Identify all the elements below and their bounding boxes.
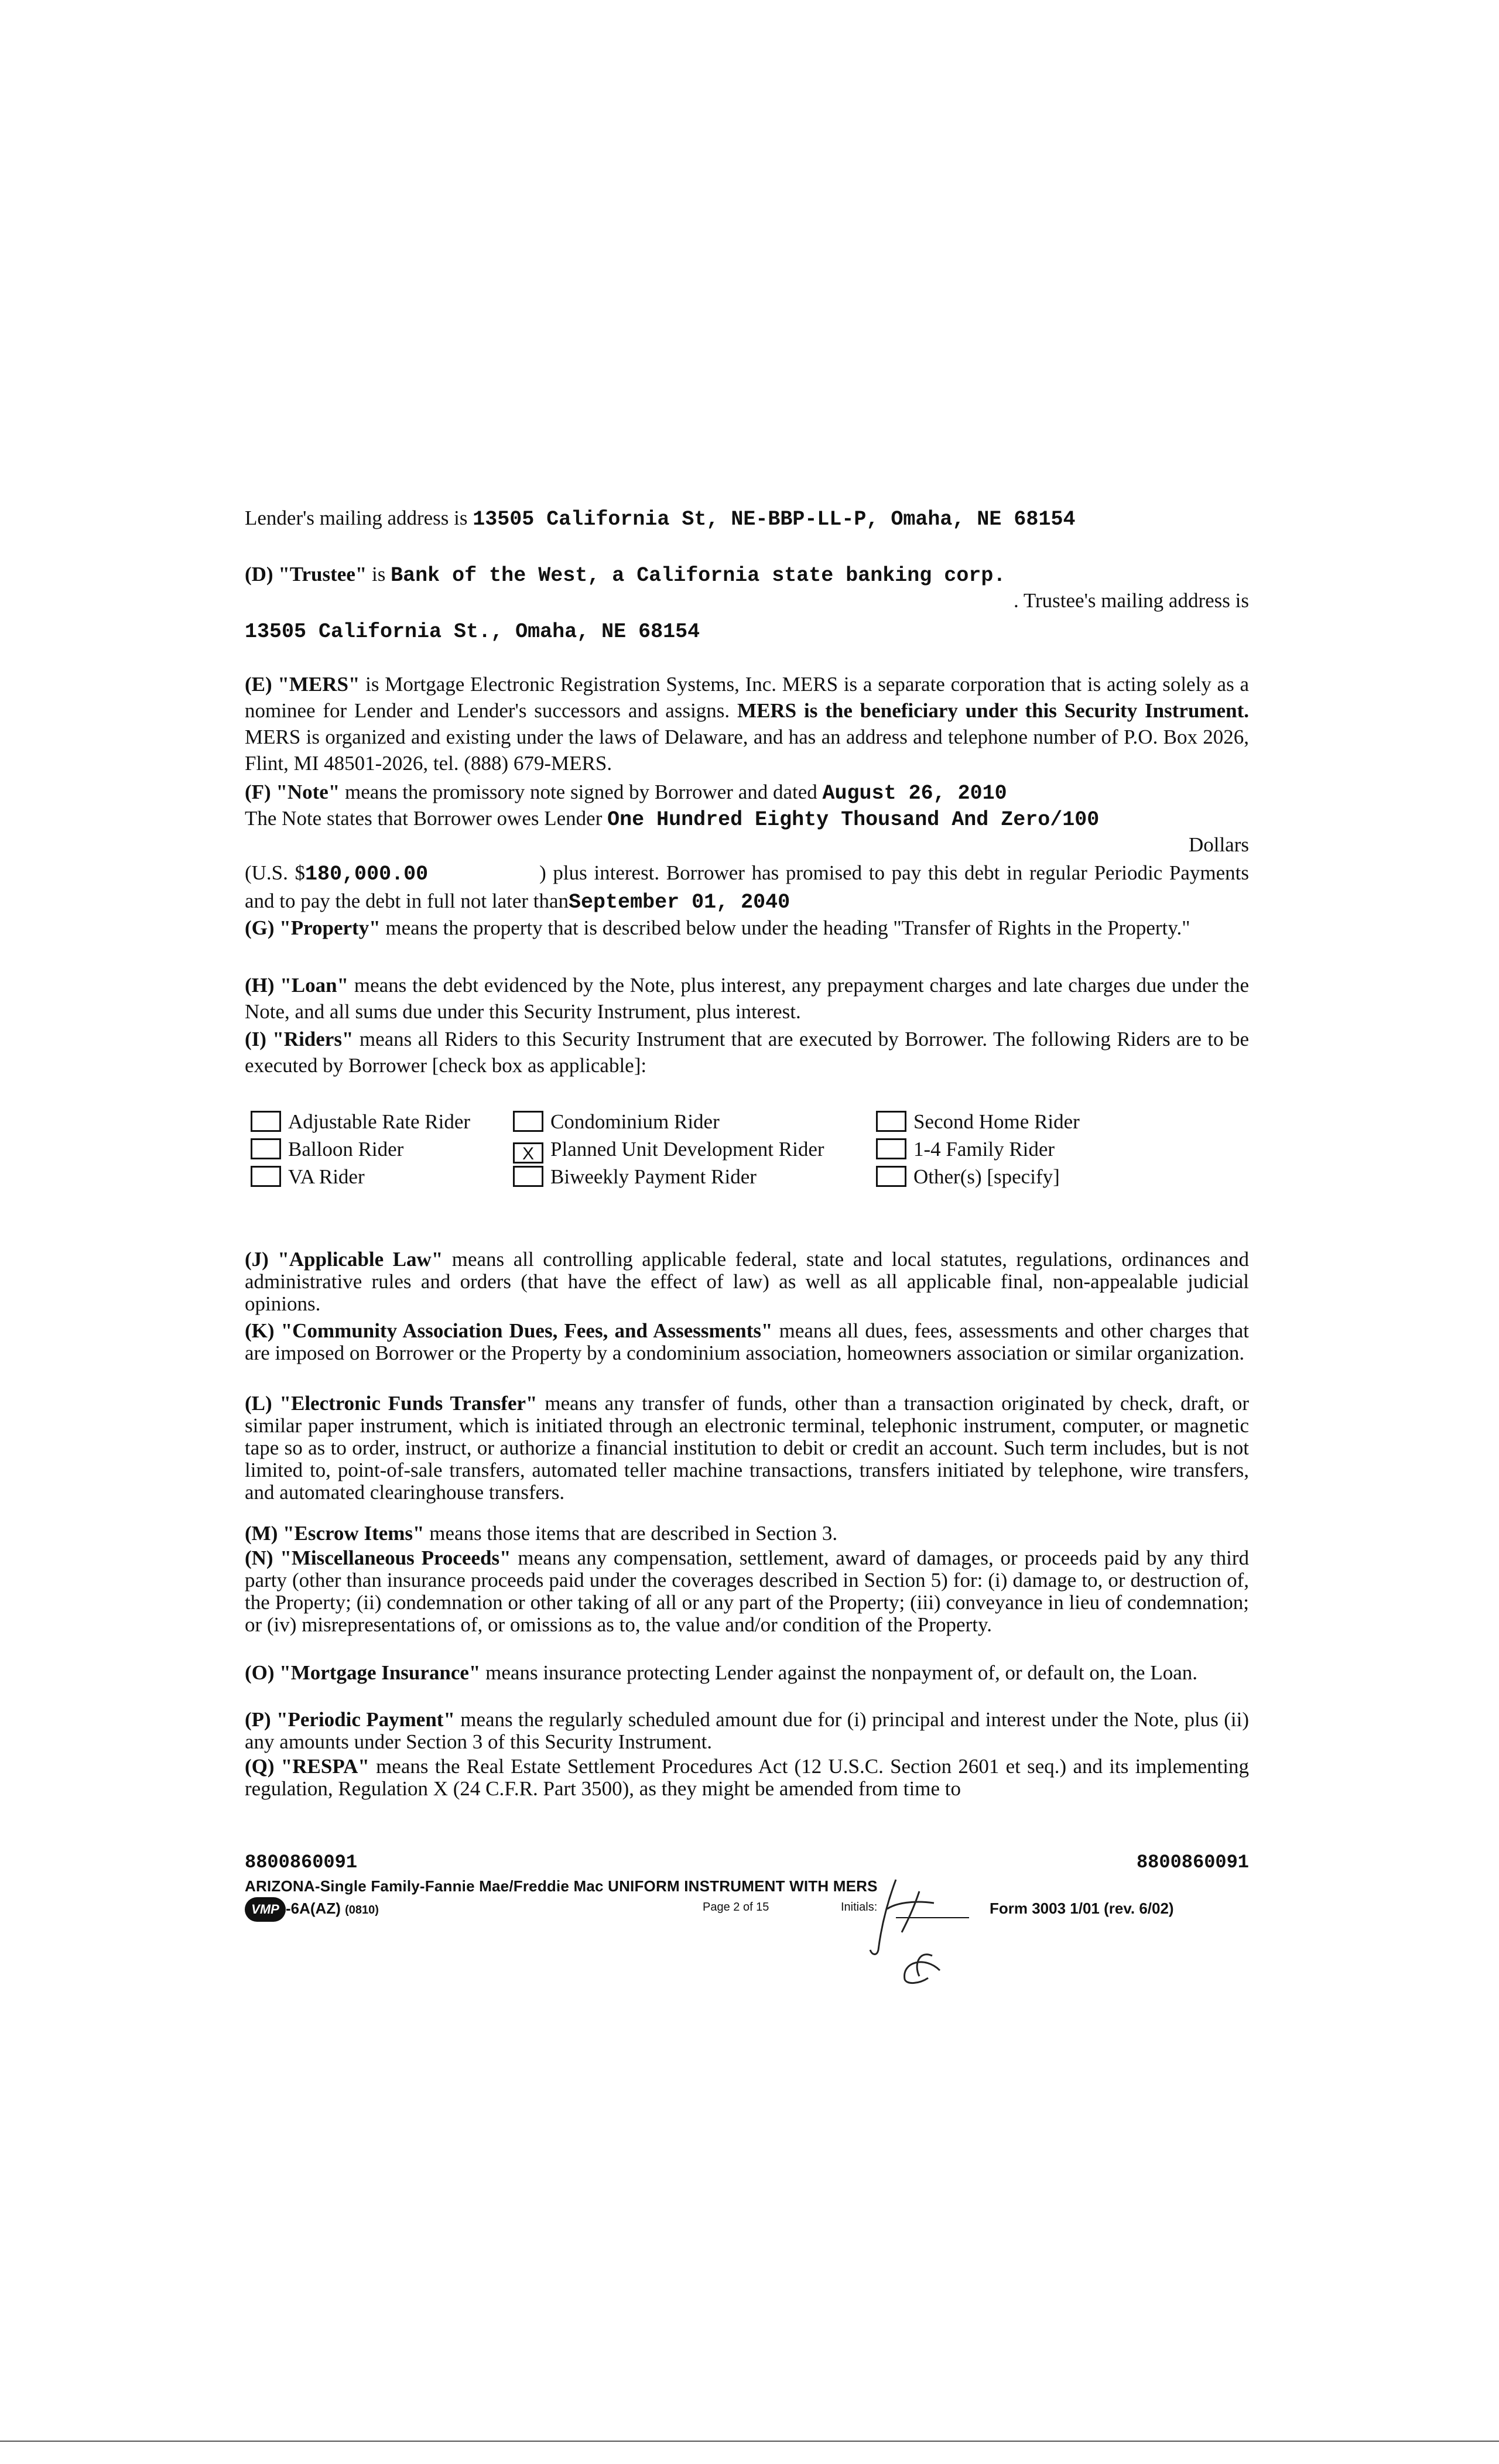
rider-other-label: Other(s) [specify] bbox=[913, 1165, 1060, 1188]
escrow-items-text: means those items that are described in Section 3. bbox=[424, 1522, 838, 1545]
checkbox-condominium[interactable] bbox=[513, 1111, 543, 1132]
note-text: means the promissory note signed by Borrower and dated bbox=[340, 781, 823, 803]
trustee-address-value: 13505 California St., Omaha, NE 68154 bbox=[245, 620, 700, 644]
respa-label: (Q) "RESPA" bbox=[245, 1755, 369, 1778]
rider-adjustable-rate bbox=[251, 1108, 470, 1135]
miscellaneous-proceeds-label: (N) "Miscellaneous Proceeds" bbox=[245, 1546, 511, 1569]
handwritten-initials bbox=[831, 1868, 949, 1985]
mortgage-insurance-text: means insurance protecting Lender against the nonpayment of, or default on, the Loan. bbox=[480, 1661, 1197, 1684]
riders-definition bbox=[245, 1026, 1249, 1079]
rider-va-label: VA Rider bbox=[288, 1165, 365, 1188]
note-amount-line bbox=[245, 860, 1249, 916]
note-amount-words: One Hundred Eighty Thousand And Zero/100 bbox=[607, 808, 1100, 831]
mortgage-insurance-label: (O) "Mortgage Insurance" bbox=[245, 1661, 481, 1684]
rider-second-home-label: Second Home Rider bbox=[913, 1110, 1080, 1133]
mers-beneficiary-text: MERS is the beneficiary under this Security Instrument. bbox=[737, 699, 1249, 722]
note-dollars: Dollars bbox=[1188, 833, 1249, 856]
note-owes-text: The Note states that Borrower owes Lender bbox=[245, 807, 608, 830]
escrow-items-definition bbox=[245, 1522, 1249, 1545]
rider-va bbox=[251, 1163, 365, 1190]
checkbox-biweekly-payment[interactable] bbox=[513, 1166, 543, 1187]
rider-second-home bbox=[876, 1108, 1080, 1135]
checkbox-other[interactable] bbox=[876, 1166, 906, 1187]
note-amount: 180,000.00 bbox=[305, 863, 429, 886]
footer-form-code-text: -6A(AZ) bbox=[286, 1899, 341, 1917]
checkbox-one-to-four-family[interactable] bbox=[876, 1138, 906, 1159]
rider-biweekly-payment-label: Biweekly Payment Rider bbox=[550, 1165, 757, 1188]
checkbox-planned-unit-development[interactable]: X bbox=[513, 1142, 543, 1163]
applicable-law-definition bbox=[245, 1248, 1249, 1315]
miscellaneous-proceeds-text: means any compensation, settlement, award of damages, or proceeds paid by any third party (other than insurance proceeds paid under the coverages described in Section 5) for: (i) damage to, or destruction of, the Property; (ii) condemnation or other taking of all or any part of the Property; (iii) conveyance in lieu of condemnation; or (iv) misrepresentations of, or omissions as to, the value and/or condition of the Property. bbox=[245, 1546, 1250, 1636]
escrow-items-label: (M) "Escrow Items" bbox=[245, 1522, 425, 1545]
loan-definition bbox=[245, 972, 1249, 1025]
vmp-logo: VMP bbox=[245, 1897, 286, 1922]
footer-loan-number-right: 8800860091 bbox=[1136, 1852, 1249, 1873]
checkbox-second-home[interactable] bbox=[876, 1111, 906, 1132]
mers-text: is Mortgage Electronic Registration Systems, Inc. MERS is a separate corporation that is acting solely as a nominee for Lender and Lender's successors and assigns. bbox=[245, 673, 1249, 722]
footer-loan-number-left: 8800860091 bbox=[245, 1852, 358, 1873]
footer-form-code-date: (0810) bbox=[345, 1903, 379, 1917]
footer-initials-label: Initials: bbox=[841, 1901, 878, 1914]
note-definition-line bbox=[245, 779, 1249, 807]
applicable-law-label: (J) "Applicable Law" bbox=[245, 1248, 443, 1271]
lender-address-label: Lender's mailing address is bbox=[245, 507, 473, 529]
rider-biweekly-payment bbox=[513, 1163, 757, 1190]
footer-form-title: ARIZONA-Single Family-Fannie Mae/Freddie Mac UNIFORM INSTRUMENT WITH MERS bbox=[245, 1877, 878, 1895]
checkbox-balloon[interactable] bbox=[251, 1138, 281, 1159]
rider-balloon-label: Balloon Rider bbox=[288, 1138, 404, 1161]
trustee-label: (D) "Trustee" bbox=[245, 563, 367, 586]
riders-text: means all Riders to this Security Instrument that are executed by Borrower. The following Riders are to be executed by Borrower [check box as applicable]: bbox=[245, 1028, 1250, 1077]
respa-text: means the Real Estate Settlement Procedures Act (12 U.S.C. Section 2601 et seq.) and its implementing regulation, Regulation X (24 C.F.R. Part 3500), as they might be amended from time to bbox=[245, 1755, 1249, 1800]
footer-form-code bbox=[245, 1897, 379, 1922]
property-definition bbox=[245, 915, 1249, 941]
note-maturity-date: September 01, 2040 bbox=[569, 891, 790, 914]
periodic-payment-definition bbox=[245, 1709, 1249, 1753]
property-text: means the property that is described below under the heading "Transfer of Rights in the Property." bbox=[380, 916, 1190, 939]
community-association-label: (K) "Community Association Dues, Fees, and Assessments" bbox=[245, 1319, 773, 1342]
scan-bottom-edge bbox=[0, 2441, 1499, 2442]
applicable-law-text: means all controlling applicable federal, state and local statutes, regulations, ordinances and administrative rules and orders (that have the effect of law) as well as all applicable final, non-appealable judicial opinions. bbox=[245, 1248, 1249, 1315]
rider-planned-unit-development-label: Planned Unit Development Rider bbox=[550, 1138, 824, 1161]
rider-one-to-four-family bbox=[876, 1135, 1055, 1163]
respa-definition bbox=[245, 1755, 1249, 1800]
rider-other bbox=[876, 1163, 1060, 1190]
footer-page-number: Page 2 of 15 bbox=[703, 1901, 769, 1914]
property-label: (G) "Property" bbox=[245, 916, 381, 939]
electronic-funds-transfer-definition bbox=[245, 1392, 1249, 1504]
electronic-funds-transfer-label: (L) "Electronic Funds Transfer" bbox=[245, 1392, 538, 1415]
electronic-funds-transfer-text: means any transfer of funds, other than a transaction originated by check, draft, or similar paper instrument, which is initiated through an electronic terminal, telephonic instrument, computer, or magnetic tape so as to order, instruct, or authorize a financial institution to debit or credit an account. Such term includes, but is not limited to, point-of-sale transfers, automated teller machine transactions, transfers initiated by telephone, wire transfers, and automated clearinghouse transfers. bbox=[245, 1392, 1249, 1504]
note-date: August 26, 2010 bbox=[822, 782, 1007, 805]
loan-label: (H) "Loan" bbox=[245, 974, 349, 997]
checkbox-va[interactable] bbox=[251, 1166, 281, 1187]
checkbox-adjustable-rate[interactable] bbox=[251, 1111, 281, 1132]
rider-one-to-four-family-label: 1-4 Family Rider bbox=[913, 1138, 1055, 1161]
trustee-line bbox=[245, 561, 1249, 589]
mers-definition bbox=[245, 671, 1249, 776]
riders-label: (I) "Riders" bbox=[245, 1028, 354, 1050]
note-us-prefix: (U.S. $ bbox=[245, 861, 306, 884]
rider-adjustable-rate-label: Adjustable Rate Rider bbox=[288, 1110, 471, 1133]
note-owes-line bbox=[245, 805, 1249, 833]
rider-balloon bbox=[251, 1135, 403, 1163]
loan-text: means the debt evidenced by the Note, plus interest, any prepayment charges and late charges due under the Note, and all sums due under this Security Instrument, plus interest. bbox=[245, 974, 1249, 1023]
footer-form-number: Form 3003 1/01 (rev. 6/02) bbox=[990, 1900, 1174, 1917]
miscellaneous-proceeds-definition bbox=[245, 1547, 1249, 1636]
trustee-name: Bank of the West, a California state banking corp. bbox=[391, 564, 1006, 587]
rider-planned-unit-development bbox=[513, 1135, 824, 1163]
community-association-text: means all dues, fees, assessments and other charges that are imposed on Borrower or the Property by a condominium association, homeowners association or similar organization. bbox=[245, 1319, 1249, 1364]
community-association-definition bbox=[245, 1320, 1249, 1364]
trustee-address-label: . Trustee's mailing address is bbox=[1013, 589, 1249, 612]
rider-condominium bbox=[513, 1108, 720, 1135]
mortgage-insurance-definition bbox=[245, 1662, 1249, 1684]
mers-address-text: MERS is organized and existing under the laws of Delaware, and has an address and telephone number of P.O. Box 2026, Flint, MI 48501-2026, tel. (888) 679-MERS. bbox=[245, 725, 1249, 775]
trustee-is-text: is bbox=[367, 563, 391, 586]
lender-address-line bbox=[245, 505, 1249, 533]
note-payments-text: ) plus interest. Borrower has promised to pay this debt in regular Periodic Payments and to pay the debt in full not later than bbox=[245, 861, 1249, 912]
note-label: (F) "Note" bbox=[245, 781, 340, 803]
periodic-payment-text: means the regularly scheduled amount due for (i) principal and interest under the Note, plus (ii) any amounts under Section 3 of this Security Instrument. bbox=[245, 1708, 1249, 1753]
mers-label: (E) "MERS" bbox=[245, 673, 360, 696]
trustee-address bbox=[245, 617, 1249, 645]
rider-condominium-label: Condominium Rider bbox=[550, 1110, 720, 1133]
lender-address-value: 13505 California St, NE-BBP-LL-P, Omaha, NE 68154 bbox=[473, 508, 1076, 531]
periodic-payment-label: (P) "Periodic Payment" bbox=[245, 1708, 455, 1731]
